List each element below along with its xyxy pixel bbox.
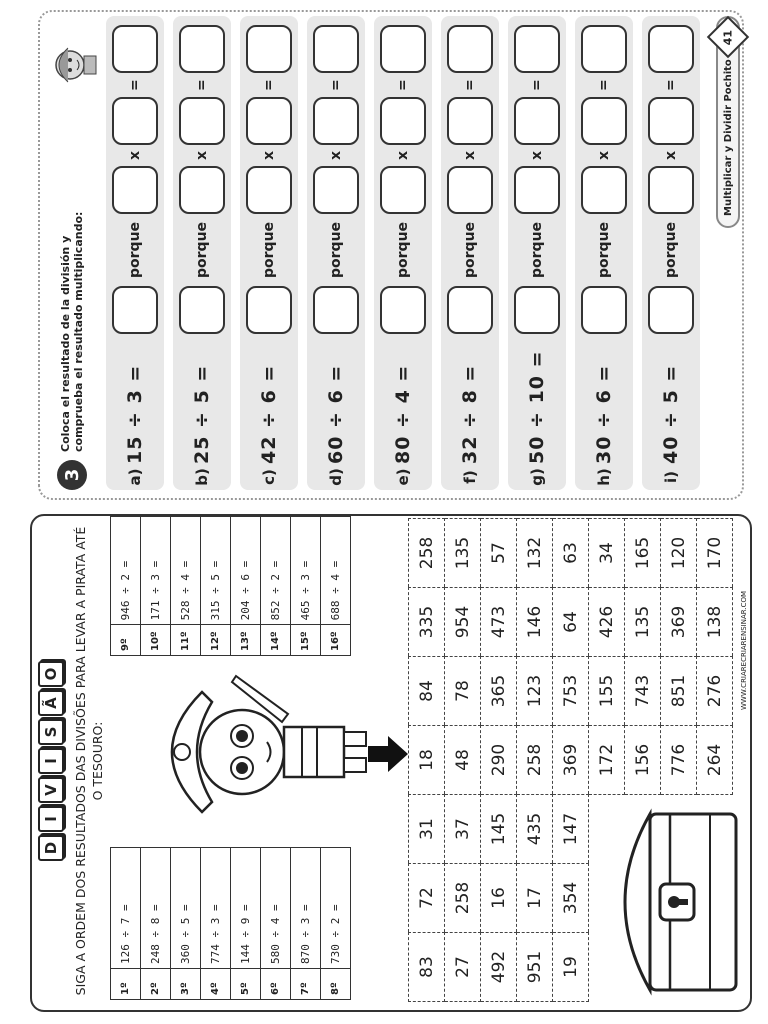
factor-box[interactable]: [179, 97, 225, 145]
question-row: [201, 517, 231, 656]
grid-number-cell[interactable]: 145: [481, 795, 517, 864]
down-arrow-icon: [368, 734, 408, 774]
factor-box[interactable]: [112, 97, 158, 145]
product-box[interactable]: [447, 25, 493, 73]
question-row: [291, 848, 321, 1000]
question-order: 8º: [321, 969, 351, 1000]
porque-label: porque: [194, 221, 210, 278]
page-number-badge: [707, 16, 749, 58]
division-expression: 25 ÷ 5 =: [191, 364, 213, 464]
question-order: 9º: [111, 625, 141, 656]
factor-box[interactable]: [648, 97, 694, 145]
kid-illustration: [48, 20, 98, 100]
exercise-row: [173, 16, 231, 490]
question-order: 16º: [321, 625, 351, 656]
row-label: g): [528, 468, 546, 486]
question-expression: 144 ÷ 9 =: [231, 848, 261, 969]
question-order: 6º: [261, 969, 291, 1000]
grid-number-cell[interactable]: 48: [445, 726, 481, 795]
row-label: e): [394, 468, 412, 486]
treasure-chest-illustration: [610, 804, 742, 1000]
exercise-row: [642, 16, 700, 490]
question-row: [171, 517, 201, 656]
factor-box[interactable]: [246, 97, 292, 145]
exercise-row: [441, 16, 499, 490]
row-label: c): [260, 469, 278, 485]
quotient-answer-box[interactable]: [581, 286, 627, 334]
question-order: 7º: [291, 969, 321, 1000]
exercise-row: [106, 16, 164, 490]
product-box[interactable]: [313, 25, 359, 73]
grid-number-cell[interactable]: 72: [409, 864, 445, 933]
question-expression: 171 ÷ 3 =: [141, 517, 171, 625]
grid-number-cell[interactable]: 146: [517, 588, 553, 657]
pirate-division-worksheet: [30, 514, 752, 1012]
question-expression: 852 ÷ 2 =: [261, 517, 291, 625]
product-box[interactable]: [179, 25, 225, 73]
row-label: b): [193, 468, 211, 486]
times-sign: x: [663, 150, 679, 160]
division-expression: 60 ÷ 6 =: [325, 364, 347, 464]
question-row: [261, 517, 291, 656]
factor-box[interactable]: [581, 166, 627, 214]
equals-sign: =: [127, 79, 143, 91]
grid-row: [517, 519, 553, 1002]
times-sign: x: [194, 150, 210, 160]
factor-box[interactable]: [112, 166, 158, 214]
exercise-number: 3: [57, 460, 87, 490]
question-row: [231, 848, 261, 1000]
question-expression: 126 ÷ 7 =: [111, 848, 141, 969]
porque-label: porque: [395, 221, 411, 278]
porque-label: porque: [328, 221, 344, 278]
division-expression: 80 ÷ 4 =: [392, 364, 414, 464]
factor-box[interactable]: [380, 166, 426, 214]
question-expression: 465 ÷ 3 =: [291, 517, 321, 625]
grid-number-cell[interactable]: 776: [661, 726, 697, 795]
equals-sign: =: [194, 79, 210, 91]
grid-number-cell[interactable]: 264: [697, 726, 733, 795]
grid-number-cell[interactable]: 34: [589, 519, 625, 588]
grid-row: [445, 519, 481, 1002]
question-expression: 774 ÷ 3 =: [201, 848, 231, 969]
equals-sign: =: [663, 79, 679, 91]
exercise-row: [374, 16, 432, 490]
division-questions-table: [110, 847, 351, 1000]
question-expression: 528 ÷ 4 =: [171, 517, 201, 625]
question-order: 2º: [141, 969, 171, 1000]
question-expression: 248 ÷ 8 =: [141, 848, 171, 969]
quotient-answer-box[interactable]: [313, 286, 359, 334]
division-expression: 42 ÷ 6 =: [258, 364, 280, 464]
factor-box[interactable]: [514, 97, 560, 145]
product-box[interactable]: [581, 25, 627, 73]
grid-number-cell[interactable]: 132: [517, 519, 553, 588]
division-expression: 40 ÷ 5 =: [660, 364, 682, 464]
question-row: [231, 517, 261, 656]
equals-sign: =: [261, 79, 277, 91]
pirate-girl-illustration: [132, 672, 372, 832]
grid-number-cell[interactable]: 31: [409, 795, 445, 864]
factor-box[interactable]: [380, 97, 426, 145]
factor-box[interactable]: [179, 166, 225, 214]
exercise-row: [575, 16, 633, 490]
grid-number-cell[interactable]: 57: [481, 519, 517, 588]
question-order: 1º: [111, 969, 141, 1000]
question-order: 12º: [201, 625, 231, 656]
question-expression: 730 ÷ 2 =: [321, 848, 351, 969]
title-letter-tile: D: [38, 835, 64, 861]
worksheet-title: [38, 512, 64, 1010]
grid-number-cell[interactable]: 37: [445, 795, 481, 864]
question-expression: 870 ÷ 3 =: [291, 848, 321, 969]
porque-label: porque: [663, 221, 679, 278]
grid-number-cell[interactable]: 123: [517, 657, 553, 726]
question-expression: 580 ÷ 4 =: [261, 848, 291, 969]
factor-box[interactable]: [581, 97, 627, 145]
title-letter-tile: I: [38, 748, 64, 774]
question-order: 11º: [171, 625, 201, 656]
division-questions-table: [110, 516, 351, 656]
grid-number-cell[interactable]: 951: [517, 933, 553, 1002]
quotient-answer-box[interactable]: [179, 286, 225, 334]
exercise-row: [307, 16, 365, 490]
title-letter-tile: O: [38, 661, 64, 687]
grid-number-cell[interactable]: 258: [409, 519, 445, 588]
quotient-answer-box[interactable]: [648, 286, 694, 334]
porque-label: porque: [529, 221, 545, 278]
grid-number-cell[interactable]: 19: [553, 933, 589, 1002]
grid-number-cell[interactable]: 155: [589, 657, 625, 726]
question-row: [111, 517, 141, 656]
question-row: [261, 848, 291, 1000]
grid-row: [553, 519, 589, 1002]
quotient-answer-box[interactable]: [380, 286, 426, 334]
division-expression: 50 ÷ 10 =: [526, 350, 548, 464]
title-letter-tile: Ã: [38, 690, 64, 716]
product-box[interactable]: [514, 25, 560, 73]
grid-number-cell[interactable]: 120: [661, 519, 697, 588]
question-expression: 946 ÷ 2 =: [111, 517, 141, 625]
grid-number-cell[interactable]: 753: [553, 657, 589, 726]
factor-box[interactable]: [447, 166, 493, 214]
porque-label: porque: [127, 221, 143, 278]
product-box[interactable]: [246, 25, 292, 73]
exercise-row: [240, 16, 298, 490]
question-order: 14º: [261, 625, 291, 656]
division-expression: 32 ÷ 8 =: [459, 364, 481, 464]
grid-number-cell[interactable]: 473: [481, 588, 517, 657]
times-sign: x: [529, 150, 545, 160]
title-letter-tile: I: [38, 806, 64, 832]
times-sign: x: [395, 150, 411, 160]
factor-box[interactable]: [313, 166, 359, 214]
grid-number-cell[interactable]: 17: [517, 864, 553, 933]
question-expression: 688 ÷ 4 =: [321, 517, 351, 625]
grid-number-cell[interactable]: 335: [409, 588, 445, 657]
division-exercise-sheet: [38, 10, 750, 500]
exercise-header: [50, 90, 94, 490]
row-label: f): [461, 470, 479, 484]
grid-number-cell[interactable]: 64: [553, 588, 589, 657]
equals-sign: =: [328, 79, 344, 91]
equals-sign: =: [395, 79, 411, 91]
question-row: [141, 517, 171, 656]
factor-box[interactable]: [648, 166, 694, 214]
row-label: d): [327, 468, 345, 486]
question-row: [321, 517, 351, 656]
product-box[interactable]: [112, 25, 158, 73]
grid-number-cell[interactable]: 18: [409, 726, 445, 795]
grid-number-cell[interactable]: 276: [697, 657, 733, 726]
question-row: [171, 848, 201, 1000]
porque-label: porque: [462, 221, 478, 278]
times-sign: x: [462, 150, 478, 160]
factor-box[interactable]: [447, 97, 493, 145]
grid-number-cell[interactable]: 426: [589, 588, 625, 657]
factor-box[interactable]: [514, 166, 560, 214]
question-expression: 204 ÷ 6 =: [231, 517, 261, 625]
times-sign: x: [596, 150, 612, 160]
times-sign: x: [261, 150, 277, 160]
row-label: i): [662, 471, 680, 483]
row-label: a): [126, 468, 144, 486]
times-sign: x: [127, 150, 143, 160]
equals-sign: =: [462, 79, 478, 91]
product-box[interactable]: [380, 25, 426, 73]
grid-number-cell[interactable]: 165: [625, 519, 661, 588]
grid-row: [481, 519, 517, 1002]
question-order: 4º: [201, 969, 231, 1000]
page-number: 41: [721, 29, 735, 45]
quotient-answer-box[interactable]: [112, 286, 158, 334]
exercise-row: [508, 16, 566, 490]
question-order: 15º: [291, 625, 321, 656]
title-letter-tile: S: [38, 719, 64, 745]
factor-box[interactable]: [313, 97, 359, 145]
porque-label: porque: [261, 221, 277, 278]
grid-number-cell[interactable]: 851: [661, 657, 697, 726]
question-order: 3º: [171, 969, 201, 1000]
grid-number-cell[interactable]: 84: [409, 657, 445, 726]
grid-number-cell[interactable]: 78: [445, 657, 481, 726]
porque-label: porque: [596, 221, 612, 278]
question-order: 10º: [141, 625, 171, 656]
question-row: [111, 848, 141, 1000]
grid-number-cell[interactable]: 63: [553, 519, 589, 588]
grid-number-cell[interactable]: 435: [517, 795, 553, 864]
website-credit: WWW.CRIARECRIARENSINAR.COM: [740, 590, 748, 710]
exercise-instruction: Coloca el resultado de la división y comprueba el resultado multiplicando:: [59, 211, 85, 452]
question-row: [201, 848, 231, 1000]
grid-number-cell[interactable]: 156: [625, 726, 661, 795]
grid-number-cell[interactable]: 258: [445, 864, 481, 933]
question-expression: 315 ÷ 5 =: [201, 517, 231, 625]
product-box[interactable]: [648, 25, 694, 73]
row-label: h): [595, 468, 613, 486]
equals-sign: =: [529, 79, 545, 91]
division-expression: 30 ÷ 6 =: [593, 364, 615, 464]
grid-number-cell[interactable]: 27: [445, 933, 481, 1002]
question-row: [291, 517, 321, 656]
grid-number-cell[interactable]: 172: [589, 726, 625, 795]
question-row: [141, 848, 171, 1000]
grid-number-cell[interactable]: 369: [553, 726, 589, 795]
grid-number-cell[interactable]: 258: [517, 726, 553, 795]
question-order: 13º: [231, 625, 261, 656]
worksheet-instruction: SIGA A ORDEM DOS RESULTADOS DAS DIVISÕES PARA LEVAR A PIRATA ATÉ O TESOURO:: [73, 526, 105, 996]
times-sign: x: [328, 150, 344, 160]
grid-number-cell[interactable]: 135: [625, 588, 661, 657]
grid-row: [409, 519, 445, 1002]
question-expression: 360 ÷ 5 =: [171, 848, 201, 969]
grid-number-cell[interactable]: 492: [481, 933, 517, 1002]
grid-number-cell[interactable]: 83: [409, 933, 445, 1002]
grid-number-cell[interactable]: 138: [697, 588, 733, 657]
quotient-answer-box[interactable]: [246, 286, 292, 334]
grid-number-cell[interactable]: 147: [553, 795, 589, 864]
division-expression: 15 ÷ 3 =: [124, 364, 146, 464]
book-footer: [716, 16, 740, 228]
grid-number-cell[interactable]: 365: [481, 657, 517, 726]
question-order: 5º: [231, 969, 261, 1000]
grid-number-cell[interactable]: 290: [481, 726, 517, 795]
question-row: [321, 848, 351, 1000]
grid-number-cell[interactable]: 743: [625, 657, 661, 726]
quotient-answer-box[interactable]: [447, 286, 493, 334]
equals-sign: =: [596, 79, 612, 91]
grid-number-cell[interactable]: 354: [553, 864, 589, 933]
factor-box[interactable]: [246, 166, 292, 214]
grid-number-cell[interactable]: 369: [661, 588, 697, 657]
grid-number-cell[interactable]: 16: [481, 864, 517, 933]
title-letter-tile: V: [38, 777, 64, 803]
book-title: Multiplicar y Dividir Pochito: [722, 59, 734, 216]
quotient-answer-box[interactable]: [514, 286, 560, 334]
grid-number-cell[interactable]: 954: [445, 588, 481, 657]
grid-number-cell[interactable]: 135: [445, 519, 481, 588]
grid-number-cell[interactable]: 170: [697, 519, 733, 588]
